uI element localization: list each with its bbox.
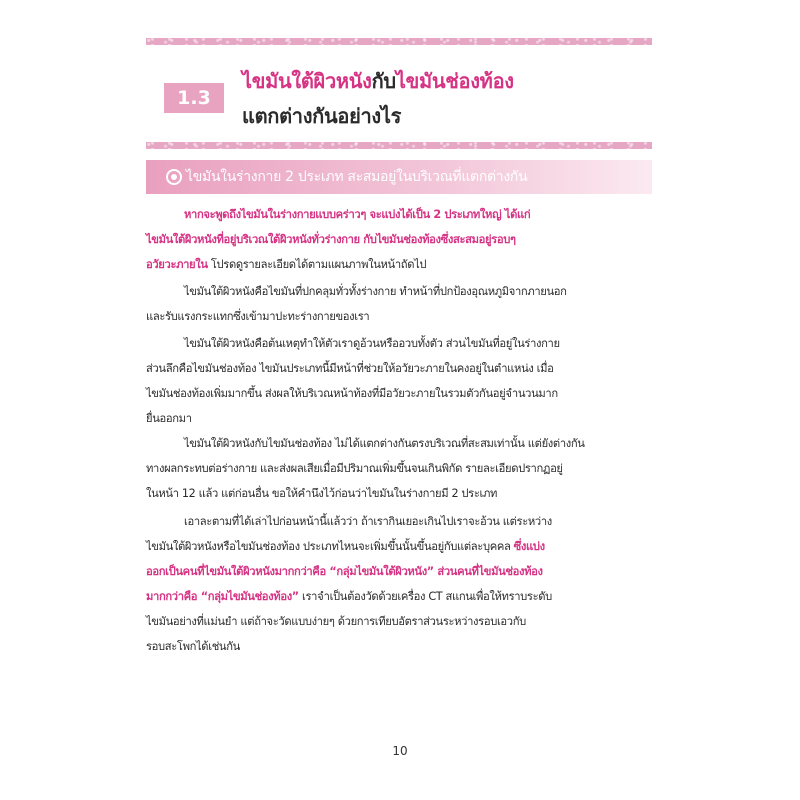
top-decorative-band xyxy=(146,38,652,45)
title-visceral-fat: ไขมันช่องท้อง xyxy=(395,69,514,93)
paragraph-line: ไขมันใต้ผิวหนังกับไขมันช่องท้อง ไม่ได้แตกต่างกันตรงบริเวณที่สะสมเท่านั้น แต่ยังต่างกัน xyxy=(184,437,585,450)
highlight-text: ซึ่งแบ่ง xyxy=(513,540,545,553)
paragraph-line: และรับแรงกระแทกซึ่งเข้ามาปะทะร่างกายของเรา xyxy=(146,310,370,323)
highlight-text: อวัยวะภายใน xyxy=(146,258,208,271)
title-subcutaneous-fat: ไขมันใต้ผิวหนัง xyxy=(242,69,372,93)
paragraph-line: ไขมันใต้ผิวหนังคือไขมันที่ปกคลุมทั่วทั้งร่างกาย ทำหน้าที่ปกป้องอุณหภูมิจากภายนอก xyxy=(184,285,567,298)
paragraph-line: หากจะพูดถึงไขมันในร่างกายแบบคร่าวๆ จะแบ่งได้เป็น 2 ประเภทใหญ่ ได้แก่ xyxy=(184,208,531,221)
plain-text: ไขมันใต้ผิวหนังหรือไขมันช่องท้อง ประเภทไหนจะเพิ่มขึ้นนั้นขึ้นอยู่กับแต่ละบุคคล xyxy=(146,540,514,553)
paragraph-line xyxy=(146,537,545,557)
paragraph-line: ไขมันใต้ผิวหนังที่อยู่บริเวณใต้ผิวหนังทั่วร่างกาย กับไขมันช่องท้องซึ่งสะสมอยู่รอบๆ xyxy=(146,233,516,246)
highlight-text: มากกว่าคือ “กลุ่มไขมันช่องท้อง” xyxy=(146,590,299,603)
chapter-title-line-2: แตกต่างกันอย่างไร xyxy=(242,104,402,128)
page-number: 10 xyxy=(392,744,408,758)
plain-text: โปรดดูรายละเอียดได้ตามแผนภาพในหน้าถัดไป xyxy=(207,258,427,271)
paragraph-line xyxy=(146,255,426,275)
bottom-decorative-band xyxy=(146,142,652,149)
paragraph-line: ไขมันอย่างที่แม่นยำ แต่ถ้าจะวัดแบบง่ายๆ ด้วยการเทียบอัตราส่วนระหว่างรอบเอวกับ xyxy=(146,615,526,628)
paragraph-line: รอบสะโพกได้เช่นกัน xyxy=(146,640,240,653)
paragraph-line: ส่วนลึกคือไขมันช่องท้อง ไขมันประเภทนี้มีหน้าที่ช่วยให้อวัยวะภายในคงอยู่ในตำแหน่ง เมื่อ xyxy=(146,362,554,375)
title-connector: กับ xyxy=(371,69,396,93)
paragraph-line: ไขมันช่องท้องเพิ่มมากขึ้น ส่งผลให้บริเวณหน้าท้องที่มีอวัยวะภายในรวมตัวกันอยู่จำนวนมาก xyxy=(146,387,558,400)
plain-text: เราจำเป็นต้องวัดด้วยเครื่อง CT สแกนเพื่อให้ทราบระดับ xyxy=(298,590,552,603)
paragraph-line: ออกเป็นคนที่ไขมันใต้ผิวหนังมากกว่าคือ “กลุ่มไขมันใต้ผิวหนัง” ส่วนคนที่ไขมันช่องท้อง xyxy=(146,565,543,578)
paragraph-line: เอาละตามที่ได้เล่าไปก่อนหน้านี้แล้วว่า ถ้าเรากินเยอะเกินไปเราจะอ้วน แต่ระหว่าง xyxy=(184,515,552,528)
paragraph-line: ทางผลกระทบต่อร่างกาย และส่งผลเสียเมื่อมีปริมาณเพิ่มขึ้นจนเกินพิกัด รายละเอียดปรากฏอยู่ xyxy=(146,462,563,475)
paragraph-line: ในหน้า 12 แล้ว แต่ก่อนอื่น ขอให้คำนึงไว้ก่อนว่าไขมันในร่างกายมี 2 ประเภท xyxy=(146,487,498,500)
chapter-title-line-1 xyxy=(242,65,514,97)
paragraph-line: ยื่นออกมา xyxy=(146,412,192,425)
chapter-number-badge: 1.3 xyxy=(164,83,224,113)
section-title: ไขมันในร่างกาย 2 ประเภท สะสมอยู่ในบริเวณที่แตกต่างกัน xyxy=(186,169,528,185)
paragraph-line: ไขมันใต้ผิวหนังคือต้นเหตุทำให้ตัวเราดูอ้วนหรืออวบทั้งตัว ส่วนไขมันที่อยู่ในร่างกาย xyxy=(184,337,560,350)
paragraph-line xyxy=(146,587,552,607)
bullseye-icon xyxy=(166,169,182,185)
